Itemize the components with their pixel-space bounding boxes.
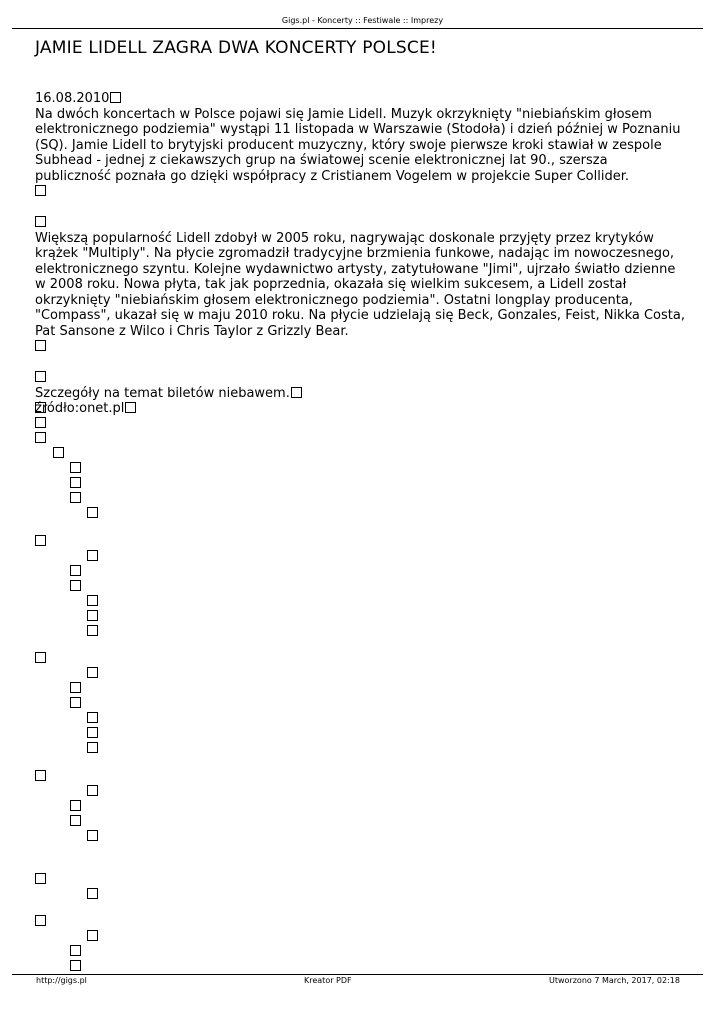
missing-glyph-box bbox=[70, 815, 81, 826]
missing-glyph-box bbox=[70, 697, 81, 708]
article-paragraph-1: Na dwóch koncertach w Polsce pojawi się Jamie Lidell. Muzyk okrzyknięty "niebiańskim głosem elektronicznego podziemia" wystąpi 11 listopada w Warszawie (Stodoła) i dzień później w Poznaniu (SQ). Jamie Lidell to brytyjski producent muzyczny, który swoje pierwsze kroki stawiał w zespole Subhead - jednej z ciekawszych grup na światowej scenie elektronicznej lat 90., szersza publiczność poznała go dzięki współpracy z Cristianem Vogelem w projekcie Super Collider. bbox=[35, 106, 681, 184]
missing-glyph-box bbox=[87, 742, 98, 753]
header-divider bbox=[12, 28, 703, 29]
missing-glyph-box bbox=[35, 652, 46, 663]
article-date-line bbox=[35, 91, 685, 107]
missing-glyph-box bbox=[291, 387, 302, 398]
missing-glyph-box bbox=[87, 727, 98, 738]
missing-glyph-box bbox=[87, 667, 98, 678]
article-title: JAMIE LIDELL ZAGRA DWA KONCERTY POLSCE! bbox=[35, 38, 437, 58]
missing-glyph-box bbox=[35, 432, 46, 443]
missing-glyph-box bbox=[35, 873, 46, 884]
missing-glyph-box bbox=[53, 447, 64, 458]
missing-glyph-box bbox=[87, 888, 98, 899]
footer-divider bbox=[12, 974, 703, 975]
missing-glyph-box bbox=[70, 800, 81, 811]
missing-glyph-box bbox=[87, 595, 98, 606]
source-text: źródło:onet.pl bbox=[35, 401, 125, 416]
missing-glyph-box bbox=[35, 216, 46, 227]
missing-glyph-box bbox=[35, 770, 46, 781]
missing-glyph-box bbox=[70, 492, 81, 503]
empty-line bbox=[35, 184, 685, 200]
empty-line bbox=[35, 200, 685, 216]
article-paragraph-2: Większą popularność Lidell zdobył w 2005 roku, nagrywając doskonale przyjęty przez krytyków krążek "Multiply". Na płycie zgromadził tradycyjne brzmienia funkowe, nadając im nowoczesnego, elektronicznego szyntu. Kolejne wydawnictwo artysty, zatytułowane "Jimi", ujrzało światło dzienne w 2008 roku. Nowa płyta, tak jak poprzednia, okazała się wielkim sukcesem, a Lidell został okrzyknięty "niebiańskim głosem elektronicznego podziemia". Ostatni longplay producenta, "Compass", ukazał się w maju 2010 roku. Na płycie udzielają się Beck, Gonzales, Feist, Nikka Costa, Pat Sansone z Wilco i Chris Taylor z Grizzly Bear. bbox=[35, 230, 685, 339]
missing-glyph-box bbox=[87, 625, 98, 636]
empty-line bbox=[35, 370, 685, 386]
missing-glyph-box bbox=[87, 930, 98, 941]
tickets-text: Szczegóły na temat biletów niebawem. bbox=[35, 385, 290, 401]
missing-glyph-box bbox=[35, 915, 46, 926]
empty-line bbox=[35, 339, 685, 355]
missing-glyph-box bbox=[35, 402, 46, 413]
missing-glyph-box bbox=[35, 417, 46, 428]
empty-line bbox=[35, 215, 685, 231]
page-header: Gigs.pl - Koncerty :: Festiwale :: Imprezy bbox=[281, 16, 444, 25]
missing-glyph-box bbox=[87, 550, 98, 561]
empty-line bbox=[35, 355, 685, 371]
missing-glyph-box bbox=[35, 340, 46, 351]
missing-glyph-box bbox=[35, 371, 46, 382]
footer-created: Utworzono 7 March, 2017, 02:18 bbox=[549, 976, 680, 985]
missing-glyph-box bbox=[70, 462, 81, 473]
footer-url: http://gigs.pl bbox=[36, 976, 87, 985]
missing-glyph-box bbox=[87, 712, 98, 723]
article-body bbox=[35, 91, 685, 417]
missing-glyph-box bbox=[35, 185, 46, 196]
missing-glyph-box bbox=[87, 507, 98, 518]
missing-glyph-box bbox=[70, 682, 81, 693]
missing-glyph-box bbox=[70, 565, 81, 576]
missing-glyph-box bbox=[35, 535, 46, 546]
missing-glyph-box bbox=[70, 580, 81, 591]
missing-glyph-box bbox=[87, 610, 98, 621]
missing-glyph-box bbox=[110, 92, 121, 103]
missing-glyph-box bbox=[70, 945, 81, 956]
missing-glyph-box bbox=[87, 830, 98, 841]
footer-creator: Kreator PDF bbox=[304, 976, 352, 985]
missing-glyph-box bbox=[70, 477, 81, 488]
missing-glyph-box bbox=[87, 785, 98, 796]
article-date: 16.08.2010 bbox=[35, 91, 110, 106]
empty-glyph-list bbox=[35, 398, 335, 978]
missing-glyph-box bbox=[70, 960, 81, 971]
